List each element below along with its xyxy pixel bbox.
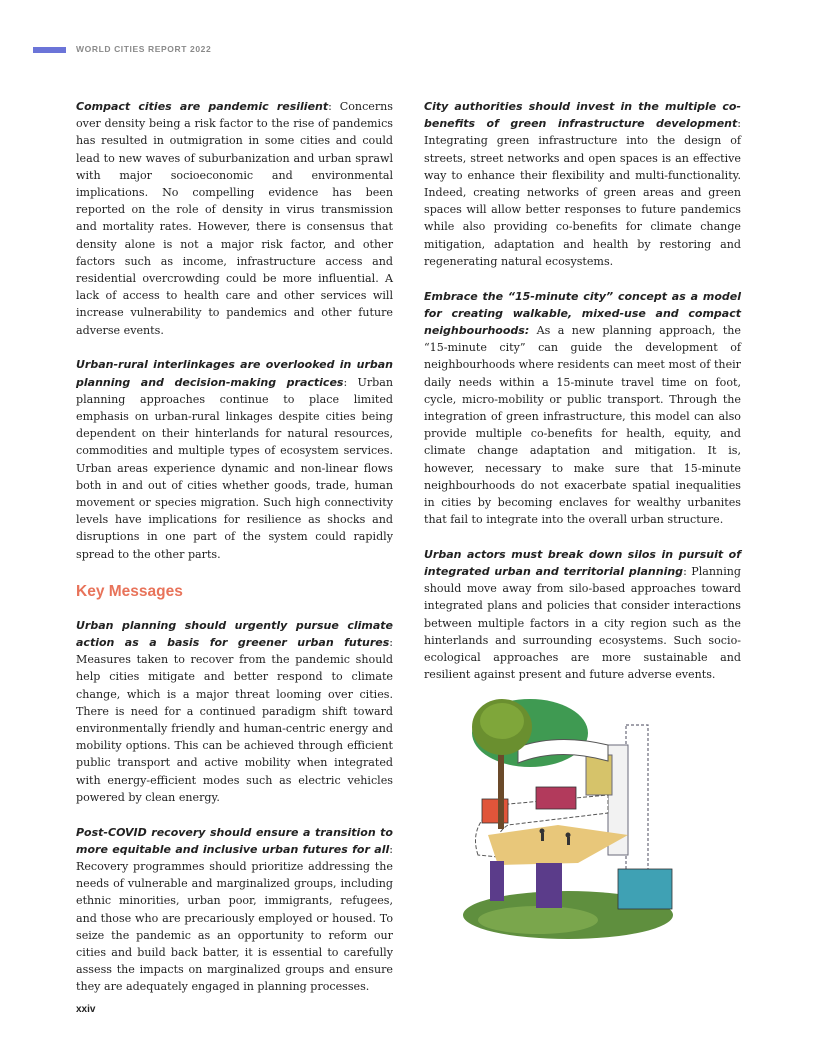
paragraph-break-silos: [424, 546, 741, 684]
paragraph-lead: Post-COVID recovery should ensure a transition to more equitable and inclusive urban futures for all: [76, 825, 393, 856]
plaza-platform: [488, 825, 628, 865]
city-illustration: [458, 685, 680, 943]
page-number: xxiv: [76, 1004, 96, 1015]
paragraph-climate-action: [76, 617, 393, 806]
key-messages-heading: Key Messages: [76, 582, 183, 600]
paragraph-green-infrastructure: [424, 98, 741, 270]
paragraph-compact-cities: [76, 98, 393, 339]
header-accent-bar: [33, 47, 66, 53]
person-figure: [540, 829, 545, 834]
paragraph-body: : Recovery programmes should prioritize addressing the needs of vulnerable and marginalized groups, including ethnic minorities, urban poor, immigrants, refugees, and those who are precariously employed or housed. To seize the pandemic as an opportunity to reform our cities and build back batter, it is essential to carefully assess the impacts on marginalized groups and ensure they are adequately engaged in planning processes.: [76, 842, 393, 994]
paragraph-lead: City authorities should invest in the multiple co-benefits of green infrastructure development: [424, 100, 741, 131]
right-column: [424, 98, 741, 701]
paragraph-body: : Integrating green infrastructure into the design of streets, street networks and open spaces is an effective way to enhance their flexibility and multi-functionality. Indeed, creating networks of green areas and green spaces will allow better responses to future pandemics while also providing co-benefits for climate change mitigation, adaptation and health by restoring and regenerating natural ecosystems.: [424, 117, 741, 268]
paragraph-urban-rural: [76, 356, 393, 562]
paragraph-body: : Measures taken to recover from the pandemic should help cities mitigate and better respond to climate change, which is a major threat looming over cities. There is need for a continued paradigm shift toward environmentally friendly and human-centric energy and mobility options. This can be achieved through efficient public transport and active mobility when integrated with energy-efficient modes such as electric vehicles powered by clean energy.: [76, 635, 393, 804]
paragraph-15-minute-city: [424, 288, 741, 529]
paragraph-lead: Embrace the “15-minute city” concept as a model for creating walkable, mixed-use and compact neighbourhoods:: [424, 289, 741, 337]
sign-panel: [482, 799, 508, 823]
image-panel: [618, 869, 672, 909]
paragraph-body: : Concerns over density being a risk factor to the rise of pandemics has resulted in outmigration in some cities and could lead to new waves of suburbanization and urban sprawl with major socioeconomic and environmental implications. No compelling evidence has been reported on the role of density in virus transmission and mortality rates. However, there is consensus that density alone is not a major risk factor, and other factors such as income, infrastructure access and residential overcrowding could be more influential. A lack of access to health care and other services will increase vulnerability to pandemics and other future adverse events.: [76, 100, 393, 337]
paragraph-body: : Planning should move away from silo-based approaches toward integrated plans and policies that consider interactions between multiple factors in a city region such as the hinterlands and surrounding ecosystems. Such socio-ecological approaches are more sustainable and resilient against present and future adverse events.: [424, 565, 741, 682]
paragraph-lead: Urban actors must break down silos in pursuit of integrated urban and territorial planning: [424, 547, 741, 579]
support-pillar: [536, 863, 562, 908]
paragraph-body: : Urban planning approaches continue to place limited emphasis on urban-rural linkages despite cities being dependent on their hinterlands for natural resources, commodities and multiple types of ecosystem services. Urban areas experience dynamic and non-linear flows both in and out of cities whether goods, trade, human movement or species migration. Such high connectivity levels have implications for resilience as shocks and disruptions in one part of the system could rapidly spread to the other parts.: [76, 375, 393, 561]
paragraph-lead: Compact cities are pandemic resilient: [76, 100, 329, 113]
paragraph-lead: Urban-rural interlinkages are overlooked in urban planning and decision-making practices: [76, 358, 393, 389]
left-column: [76, 98, 393, 1013]
billboard: [536, 787, 576, 809]
report-header-title: WORLD CITIES REPORT 2022: [76, 44, 212, 54]
paragraph-post-covid: [76, 824, 393, 996]
paragraph-body: As a new planning approach, the “15-minute city” can guide the development of neighbourhoods where residents can meet most of their daily needs within a 15-minute travel time on foot, cycle, micro-mobility or public transport. Through the integration of green infrastructure, this model can also provide multiple co-benefits for health, equity, and climate change adaptation and mitigation. It is, however, necessary to make sure that 15-minute neighbourhoods do not exacerbate spatial inequalities in cities by becoming enclaves for wealthy urbanites that fail to integrate into the overall urban structure.: [424, 323, 741, 527]
paragraph-lead: Urban planning should urgently pursue climate action as a basis for greener urban futures: [76, 618, 393, 649]
